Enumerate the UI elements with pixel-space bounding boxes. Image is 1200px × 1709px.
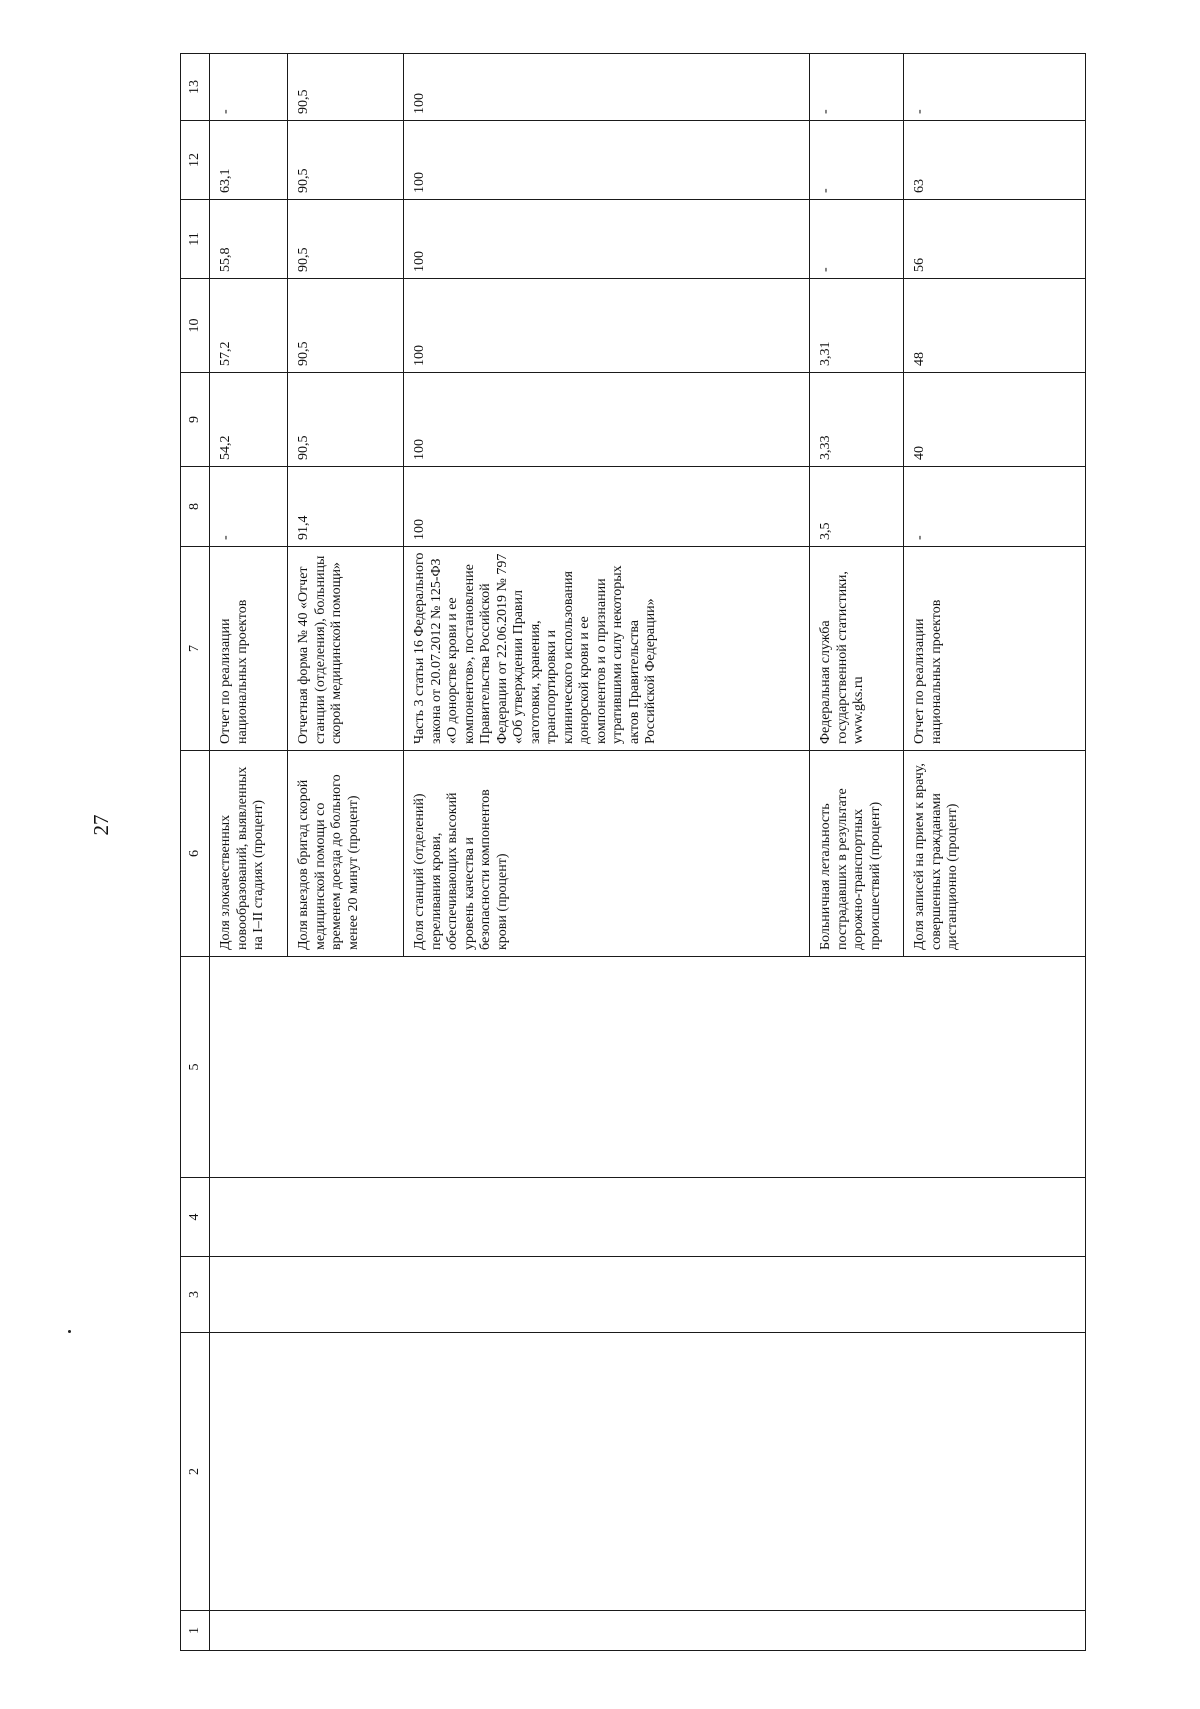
col-header-9: 9 xyxy=(181,373,210,467)
page-number: 27 xyxy=(89,814,113,836)
col-header-13: 13 xyxy=(181,54,210,121)
value-cell-10: 100 xyxy=(404,279,810,373)
source-cell: Отчет по реализации национальных проектов xyxy=(210,547,288,751)
col-header-6: 6 xyxy=(181,751,210,957)
rotated-table-container xyxy=(180,54,1080,1651)
value-cell-11: 56 xyxy=(904,200,1086,279)
value-cell-12: 100 xyxy=(404,121,810,200)
col-header-12: 12 xyxy=(181,121,210,200)
value-cell-8: - xyxy=(210,467,288,547)
value-cell-9: 54,2 xyxy=(210,373,288,467)
value-cell-12: 90,5 xyxy=(288,121,404,200)
col-header-7: 7 xyxy=(181,547,210,751)
cell-col3-merged xyxy=(210,1257,1086,1333)
value-cell-10: 90,5 xyxy=(288,279,404,373)
indicator-cell: Доля записей на прием к врачу, совершенных гражданами дистанционно (процент) xyxy=(904,751,1086,957)
value-cell-12: 63 xyxy=(904,121,1086,200)
value-cell-13: - xyxy=(810,54,904,121)
value-cell-10: 3,31 xyxy=(810,279,904,373)
indicator-cell: Доля злокачественных новообразований, выявленных на I–II стадиях (процент) xyxy=(210,751,288,957)
value-cell-9: 40 xyxy=(904,373,1086,467)
value-cell-11: 100 xyxy=(404,200,810,279)
value-cell-8: 100 xyxy=(404,467,810,547)
value-cell-8: - xyxy=(904,467,1086,547)
col-header-11: 11 xyxy=(181,200,210,279)
source-cell: Отчетная форма № 40 «Отчет станции (отделения), больницы скорой медицинской помощи» xyxy=(288,547,404,751)
indicator-cell: Доля станций (отделений) переливания крови, обеспечивающих высокий уровень качества и безопасности компонентов крови (процент) xyxy=(404,751,810,957)
source-cell: Отчет по реализации национальных проектов xyxy=(904,547,1086,751)
col-header-10: 10 xyxy=(181,279,210,373)
value-cell-9: 100 xyxy=(404,373,810,467)
value-cell-10: 48 xyxy=(904,279,1086,373)
value-cell-8: 91,4 xyxy=(288,467,404,547)
table-row xyxy=(210,54,288,1651)
scan-dot xyxy=(68,1330,71,1333)
header-row xyxy=(181,54,210,1651)
value-cell-13: - xyxy=(904,54,1086,121)
col-header-1: 1 xyxy=(181,1611,210,1651)
cell-col2-merged xyxy=(210,1333,1086,1611)
value-cell-11: - xyxy=(810,200,904,279)
value-cell-8: 3,5 xyxy=(810,467,904,547)
value-cell-11: 55,8 xyxy=(210,200,288,279)
col-header-2: 2 xyxy=(181,1333,210,1611)
value-cell-13: 90,5 xyxy=(288,54,404,121)
source-cell: Федеральная служба государственной статистики, www.gks.ru xyxy=(810,547,904,751)
cell-col5-merged xyxy=(210,957,1086,1178)
col-header-4: 4 xyxy=(181,1178,210,1257)
value-cell-12: - xyxy=(810,121,904,200)
col-header-8: 8 xyxy=(181,467,210,547)
indicator-cell: Доля выездов бригад скорой медицинской помощи со временем доезда до больного менее 20 минут (процент) xyxy=(288,751,404,957)
indicators-table xyxy=(180,53,1086,1651)
value-cell-11: 90,5 xyxy=(288,200,404,279)
value-cell-13: 100 xyxy=(404,54,810,121)
value-cell-9: 3,33 xyxy=(810,373,904,467)
value-cell-10: 57,2 xyxy=(210,279,288,373)
source-cell: Часть 3 статьи 16 Федерального закона от 20.07.2012 № 125-ФЗ «О донорстве крови и ее компонентов», постановление Правительства Российской Федерации от 22.06.2019 № 797 «Об утверждении Правил заготовки, хранения, транспортировки и клинического использования донорской крови и ее компонентов и о признании утратившими силу некоторых актов Правительства Российской Федерации» xyxy=(404,547,810,751)
value-cell-13: - xyxy=(210,54,288,121)
value-cell-12: 63,1 xyxy=(210,121,288,200)
value-cell-9: 90,5 xyxy=(288,373,404,467)
indicator-cell: Больничная летальность пострадавших в результате дорожно-транспортных происшествий (процент) xyxy=(810,751,904,957)
col-header-3: 3 xyxy=(181,1257,210,1333)
cell-col4-merged xyxy=(210,1178,1086,1257)
cell-col1-merged xyxy=(210,1611,1086,1651)
col-header-5: 5 xyxy=(181,957,210,1178)
